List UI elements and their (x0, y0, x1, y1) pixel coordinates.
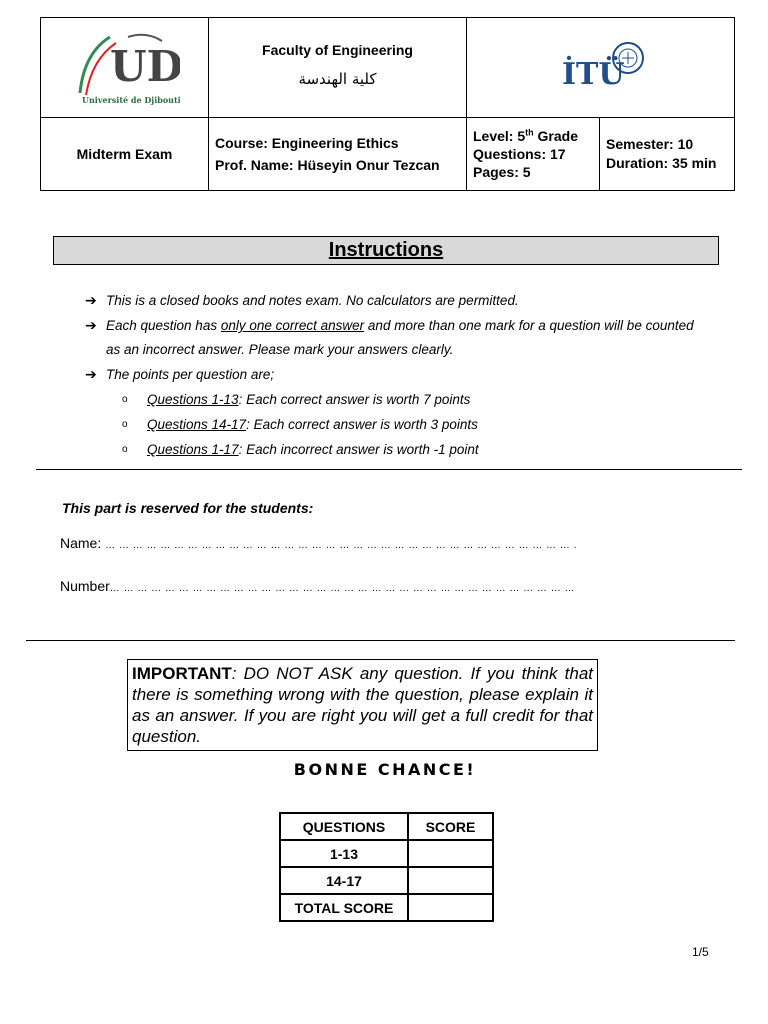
points-rule: o Questions 1-17: Each incorrect answer is worth -1 point (85, 437, 725, 462)
name-label: Name: (60, 535, 106, 551)
question-range: 1-13 (280, 840, 408, 867)
points-rule: o Questions 14-17: Each correct answer is worth 3 points (85, 412, 725, 437)
professor-name: Prof. Name: Hüseyin Onur Tezcan (215, 157, 440, 173)
number-dotted-line: … … … … … … … … … … … … … … … … … … … … … … … … … … … … … … … … … … (109, 583, 575, 594)
table-row (280, 867, 493, 894)
level-info (467, 118, 600, 191)
points-rule: o Questions 1-13: Each correct answer is worth 7 points (85, 387, 725, 412)
score-cell[interactable] (408, 867, 493, 894)
divider (36, 469, 742, 470)
good-luck-text: BONNE CHANCE! (293, 760, 477, 779)
exam-type: Midterm Exam (41, 118, 209, 191)
name-dotted-line: … … … … … … … … … … … … … … … … … … … … … … … … … … … … … … … … … … . (105, 540, 577, 551)
faculty-name: Faculty of Engineering (262, 42, 413, 58)
semester: Semester: 10 (606, 136, 694, 152)
instruction-continuation: as an incorrect answer. Please mark your answers clearly. (106, 342, 454, 357)
column-header: QUESTIONS (280, 813, 408, 840)
instruction-item: ➔ The points per question are; (85, 362, 725, 387)
arrow-right-icon: ➔ (85, 317, 97, 333)
circle-bullet-icon: o (122, 394, 128, 405)
svg-text:İTÜ: İTÜ (561, 57, 625, 92)
university-logo (70, 23, 180, 109)
important-text: : DO NOT ASK any question. If you think that there is something wrong with the question, please explain it as an answer. If you are right you will get a full credit for that question. (132, 664, 593, 746)
divider (26, 640, 735, 641)
faculty-name-arabic: كلية الهندسة (298, 70, 377, 88)
page-number: 1/5 (692, 945, 709, 959)
university-logo-cell (41, 18, 209, 118)
instructions-heading-box (53, 236, 719, 265)
page-count: Pages: 5 (473, 164, 531, 180)
question-count: Questions: 17 (473, 146, 566, 162)
itu-logo-cell (467, 18, 735, 118)
svg-text:UD: UD (109, 42, 180, 91)
circle-bullet-icon: o (122, 419, 128, 430)
column-header: SCORE (408, 813, 493, 840)
score-table (279, 812, 494, 922)
arrow-right-icon: ➔ (85, 292, 97, 308)
instructions-title: Instructions (328, 239, 444, 261)
circle-bullet-icon: o (122, 444, 128, 455)
student-name-field[interactable] (60, 535, 577, 551)
number-label: Number (60, 578, 110, 594)
header-table (40, 17, 735, 191)
instruction-item: ➔ Each question has only one correct answer and more than one mark for a question will be counted (85, 313, 725, 338)
student-number-field[interactable] (60, 578, 575, 594)
question-range: 14-17 (280, 867, 408, 894)
instructions-list (85, 288, 725, 462)
table-row (280, 840, 493, 867)
course-name: Course: Engineering Ethics (215, 135, 399, 151)
semester-info (600, 118, 735, 191)
table-header-row (280, 813, 493, 840)
level: Level: 5th Grade (473, 127, 578, 144)
faculty-cell (209, 18, 467, 118)
important-notice (127, 659, 598, 751)
score-cell[interactable] (408, 840, 493, 867)
student-section-title: This part is reserved for the students: (62, 500, 314, 516)
instruction-item: ➔ This is a closed books and notes exam. No calculators are permitted. (85, 288, 725, 313)
course-info (209, 118, 467, 191)
table-row (280, 894, 493, 921)
total-score-label: TOTAL SCORE (280, 894, 408, 921)
svg-text:Université de Djibouti: Université de Djibouti (81, 95, 180, 105)
duration: Duration: 35 min (606, 155, 717, 171)
important-label: IMPORTANT (132, 664, 232, 683)
arrow-right-icon: ➔ (85, 366, 97, 382)
score-cell[interactable] (408, 894, 493, 921)
itu-logo (556, 36, 646, 96)
